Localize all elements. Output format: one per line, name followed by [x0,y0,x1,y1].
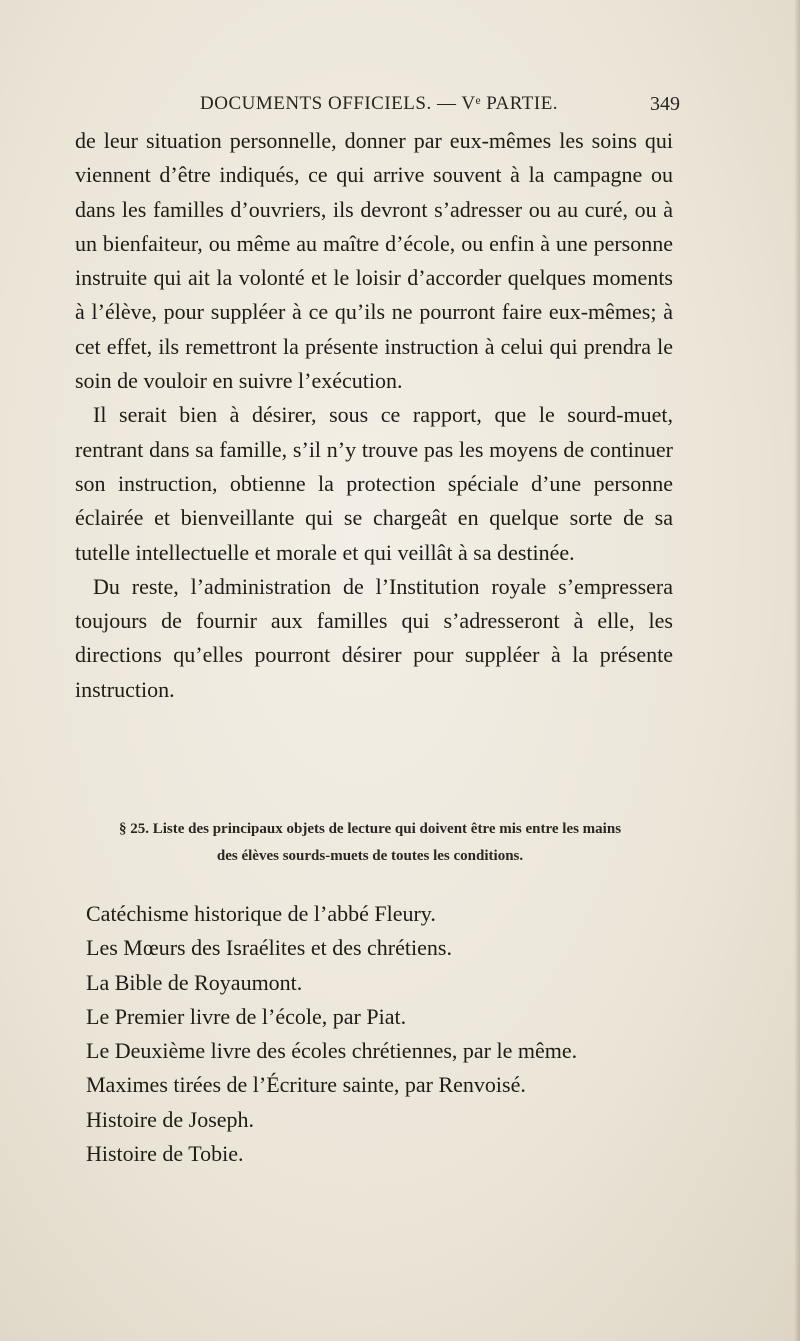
list-item: Catéchisme historique de l’abbé Fleury. [86,901,436,926]
list-item: Histoire de Joseph. [86,1106,255,1132]
list-item: Le Deuxième livre des écoles chrétiennes, par le même. [86,1038,578,1064]
running-head: DOCUMENTS OFFICIELS. — Vᵉ PARTIE. [200,93,559,114]
list-item: La Bible de Royaumont. [86,969,303,995]
paragraph-sourd-muet: Il serait bien à désirer, sous ce rapport, que le sourd-muet, rentrant dans sa famille, s’il n’y trouve pas les moyens de continuer son instruction, obtienne la protection spéciale d’une personne éclairée et bienveillante qui se chargeât en quelque sorte de sa tutelle intellectuelle et morale et qui veillât à sa destinée. [75,402,673,565]
paragraph-continuation: de leur situation personnelle, donner par eux-mêmes les soins qui viennent d’être indiqués, ce qui arrive souvent à la campagne ou dans les familles d’ouvriers, ils devront s’adresser ou au curé, ou à un bienfaiteur, ou même au maître d’école, ou enfin à une personne instruite qui ait la volonté et le loisir d’accorder quelques moments à l’élève, pour suppléer à ce qu’ils ne pourront faire eux-mêmes; à cet effet, ils remettront la présente instruction à celui qui prendra le soin de vouloir en suivre l’exécution. [75,128,673,394]
section-heading-line-2: des élèves sourds-muets de toutes les conditions. [216,848,524,864]
page-number: 349 [650,93,680,115]
list-item: Le Premier livre de l’école, par Piat. [86,1003,407,1029]
list-item: Les Mœurs des Israélites et des chrétiens. [86,935,452,961]
section-heading-line-1: § 25. Liste des principaux objets de lecture qui doivent être mis entre les mains [118,821,622,837]
page-edge-shadow [794,0,800,1341]
reading-list [86,897,646,1171]
list-item: Histoire de Tobie. [86,1141,244,1167]
paragraph-administration: Du reste, l’administration de l’Institution royale s’empressera toujours de fournir aux familles qui s’adresseront à elle, les directions qu’elles pourront désirer pour suppléer à la présente instruction. [75,573,673,702]
list-item: Maximes tirées de l’Écriture sainte, par Renvoisé. [86,1072,526,1098]
section-heading [60,816,680,870]
body-text [75,124,673,707]
